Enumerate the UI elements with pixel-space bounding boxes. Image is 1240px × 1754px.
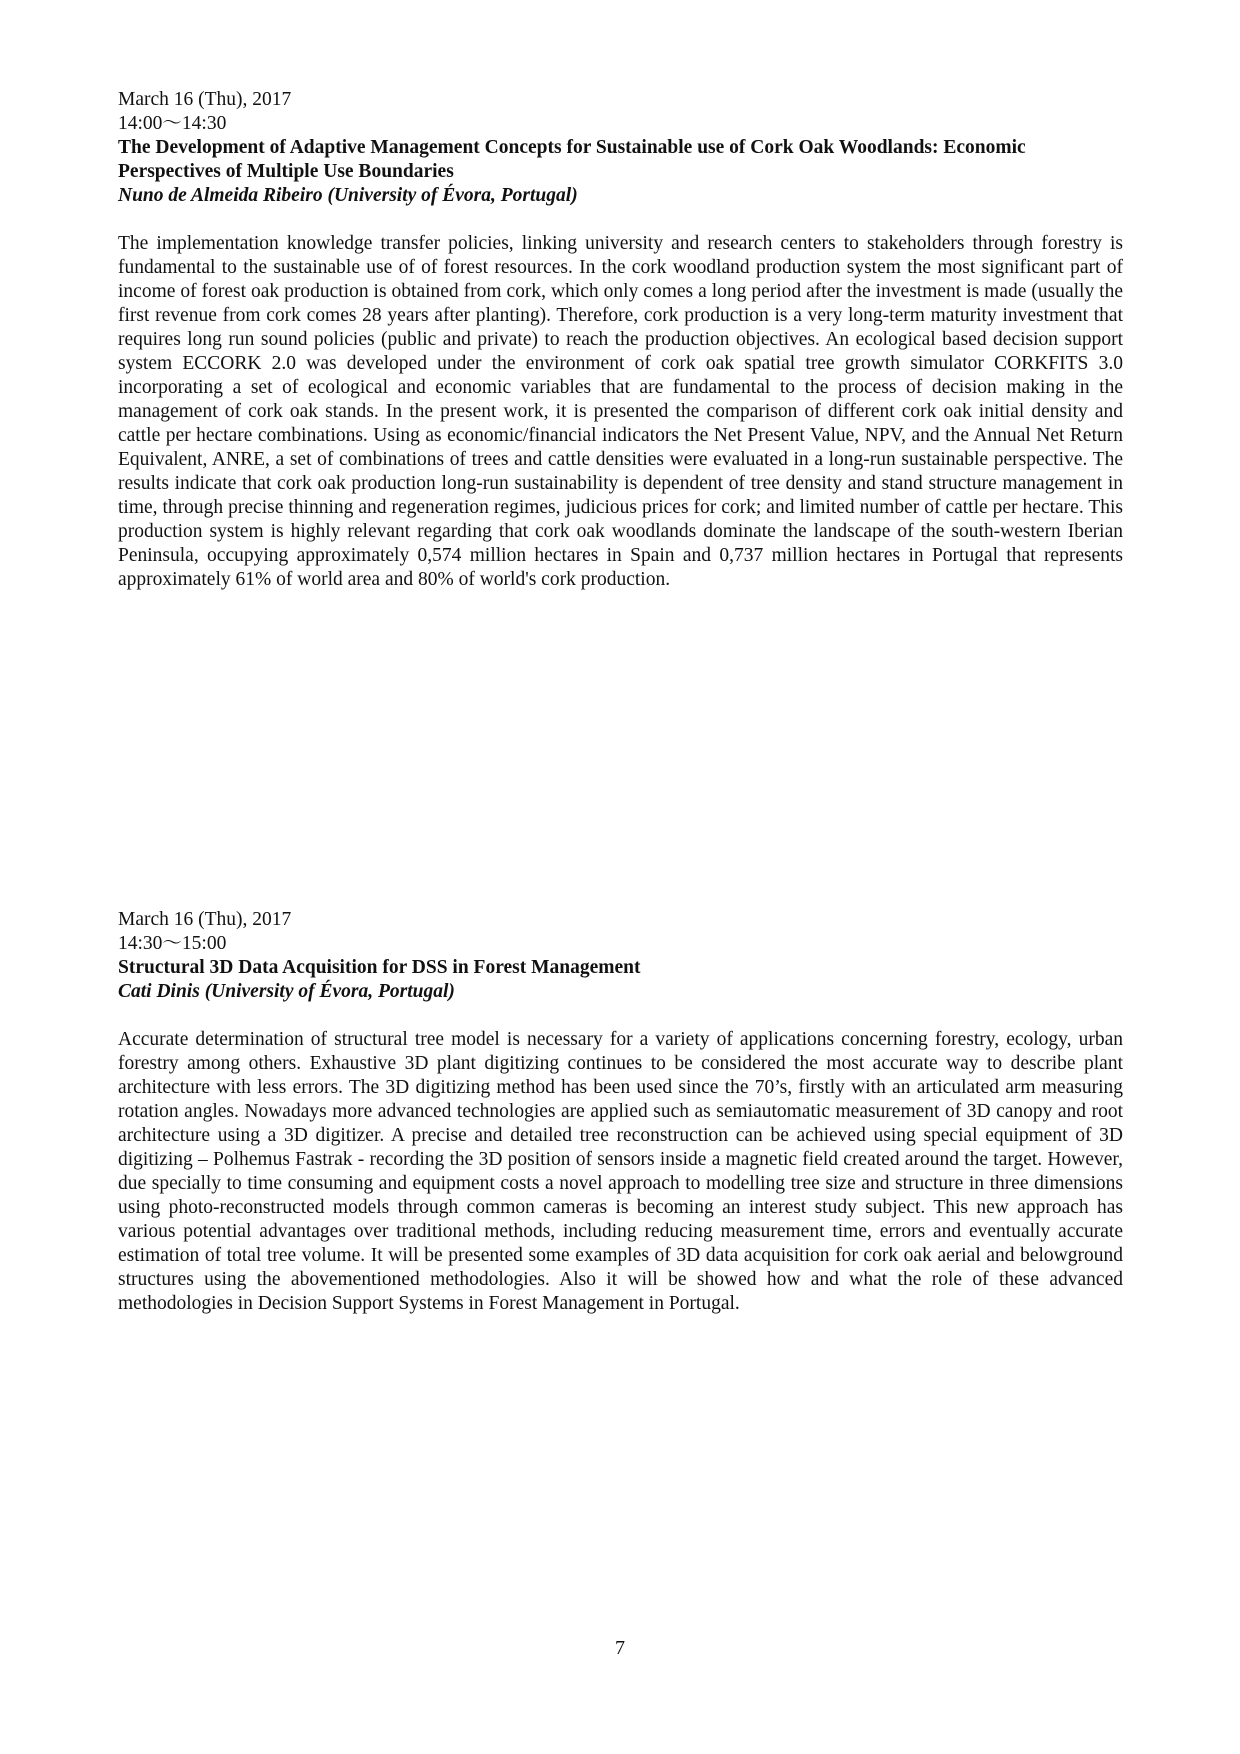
abstract-1-body: The implementation knowledge transfer policies, linking university and research centers to stakeholders through forestry is fundamental to the sustainable use of of forest resources. In the cork woodland production system the most significant part of income of forest oak production is obtained from cork, which only comes a long period after the investment is made (usually the first revenue from cork comes 28 years after planting). Therefore, cork production is a very long-term maturity investment that requires long run sound policies (public and private) to reach the production objectives. An ecological based decision support system ECCORK 2.0 was developed under the environment of cork oak spatial tree growth simulator CORKFITS 3.0 incorporating a set of ecological and economic variables that are fundamental to the process of decision making in the management of cork oak stands. In the present work, it is presented the comparison of different cork oak initial density and cattle per hectare combinations. Using as economic/financial indicators the Net Present Value, NPV, and the Annual Net Return Equivalent, ANRE, a set of combinations of trees and cattle densities were evaluated in a long-run sustainable perspective. The results indicate that cork oak production long-run sustainability is dependent of tree density and stand structure management in time, through precise thinning and regeneration regimes, judicious prices for cork; and limited number of cattle per hectare. This production system is highly relevant regarding that cork oak woodlands dominate the landscape of the south-western Iberian Peninsula, occupying approximately 0,574 million hectares in Spain and 0,737 million hectares in Portugal that represents approximately 61% of world area and 80% of world's cork production. bbox=[118, 233, 1123, 590]
abstract-2-time: 14:30～15:00 bbox=[118, 933, 227, 954]
abstract-1-author: Nuno de Almeida Ribeiro (University of Évora, Portugal) bbox=[118, 185, 578, 206]
abstract-2 bbox=[118, 908, 1123, 1316]
abstract-2-date: March 16 (Thu), 2017 bbox=[118, 909, 292, 930]
abstract-1-time: 14:00～14:30 bbox=[118, 113, 227, 134]
abstract-1 bbox=[118, 88, 1123, 592]
abstract-2-author: Cati Dinis (University of Évora, Portugal) bbox=[118, 981, 455, 1002]
abstract-2-body: Accurate determination of structural tree model is necessary for a variety of applications concerning forestry, ecology, urban forestry among others. Exhaustive 3D plant digitizing continues to be considered the most accurate way to describe plant architecture with less errors. The 3D digitizing method has been used since the 70’s, firstly with an articulated arm measuring rotation angles. Nowadays more advanced technologies are applied such as semiautomatic measurement of 3D canopy and root architecture using a 3D digitizer. A precise and detailed tree reconstruction can be achieved using special equipment of 3D digitizing – Polhemus Fastrak - recording the 3D position of sensors inside a magnetic field created around the target. However, due specially to time consuming and equipment costs a novel approach to modelling tree size and structure in three dimensions using photo-reconstructed models through common cameras is becoming an interest study subject. This new approach has various potential advantages over traditional methods, including reducing measurement time, errors and eventually accurate estimation of total tree volume. It will be presented some examples of 3D data acquisition for cork oak aerial and belowground structures using the abovementioned methodologies. Also it will be showed how and what the role of these advanced methodologies in Decision Support Systems in Forest Management in Portugal. bbox=[118, 1029, 1123, 1314]
abstract-2-title: Structural 3D Data Acquisition for DSS in Forest Management bbox=[118, 957, 641, 978]
abstract-1-date: March 16 (Thu), 2017 bbox=[118, 89, 292, 110]
abstract-1-title: The Development of Adaptive Management Concepts for Sustainable use of Cork Oak Woodlands: Economic Perspectives of Multiple Use Boundaries bbox=[118, 137, 1026, 182]
page-number: 7 bbox=[615, 1637, 625, 1659]
